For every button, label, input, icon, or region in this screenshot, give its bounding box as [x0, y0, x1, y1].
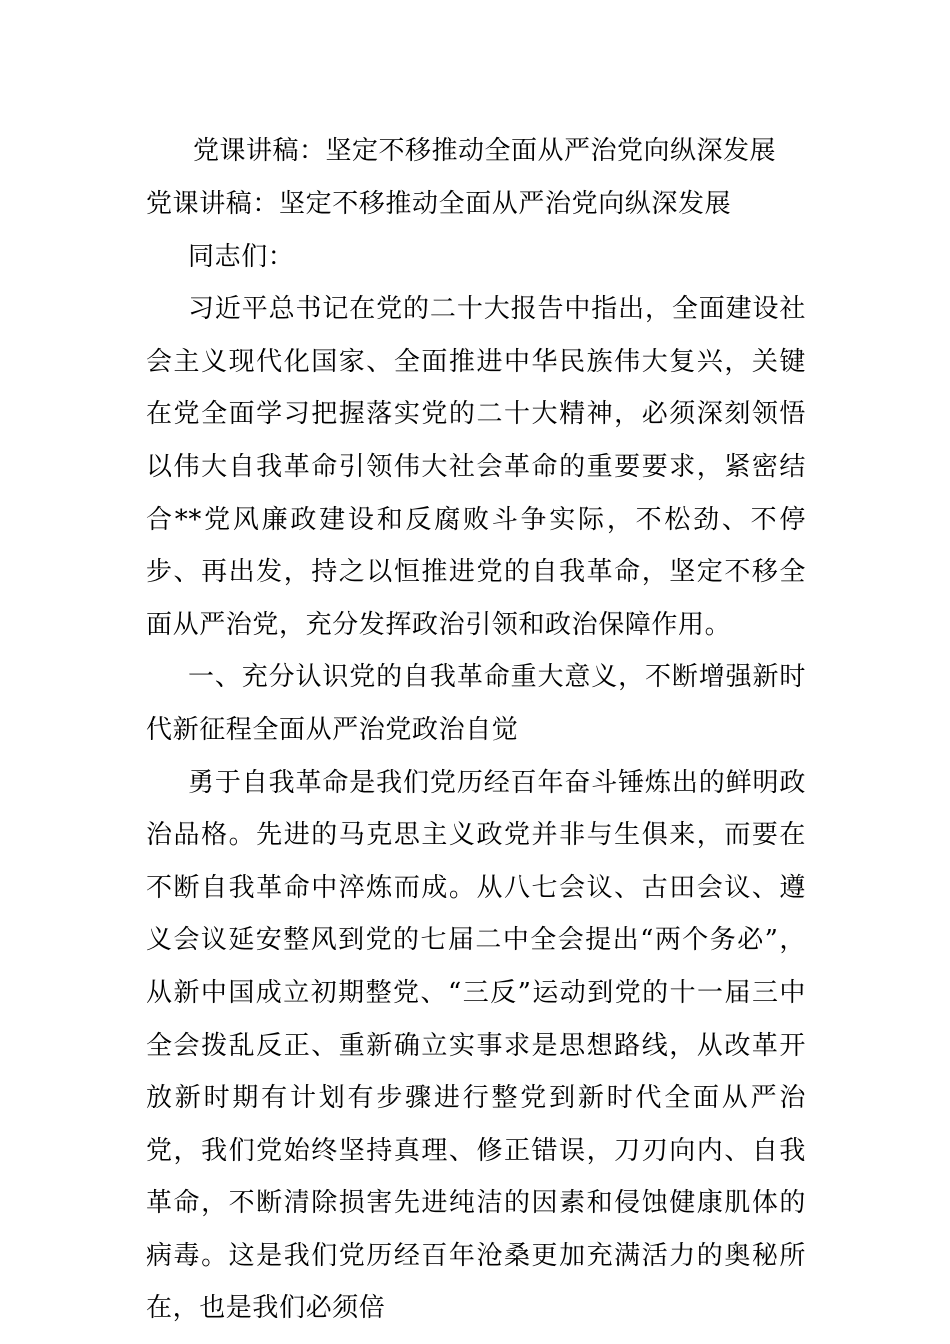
- document-title: 党课讲稿：坚定不移推动全面从严治党向纵深发展: [193, 136, 777, 166]
- section-heading-1: 一、充分认识党的自我革命重大意义，不断增强新时代新征程全面从严治党政治自觉: [146, 662, 806, 745]
- paragraph-intro: 习近平总书记在党的二十大报告中指出，全面建设社会主义现代化国家、全面推进中华民族伟大复兴，关键在党全面学习把握落实党的二十大精神，必须深刻领悟以伟大自我革命引领伟大社会革命的重要要求，紧密结合**党风廉政建设和反腐败斗争实际，不松劲、不停步、再出发，持之以恒推进党的自我革命，坚定不移全面从严治党，充分发挥政治引领和政治保障作用。: [146, 294, 806, 640]
- salutation: 同志们：: [188, 241, 295, 272]
- document-subtitle: 党课讲稿：坚定不移推动全面从严治党向纵深发展: [146, 189, 732, 219]
- paragraph-self-revolution: 勇于自我革命是我们党历经百年奋斗锤炼出的鲜明政治品格。先进的马克思主义政党并非与生俱来，而要在不断自我革命中淬炼而成。从八七会议、古田会议、遵义会议延安整风到党的七届二中全会提出“两个务必”，从新中国成立初期整党、“三反”运动到党的十一届三中全会拨乱反正、重新确立实事求是思想路线，从改革开放新时期有计划有步骤进行整党到新时代全面从严治党，我们党始终坚持真理、修正错误，刀刃向内、自我革命，不断清除损害先进纯洁的因素和侵蚀健康肌体的病毒。这是我们党历经百年沧桑更加充满活力的奥秘所在，也是我们必须倍: [146, 767, 806, 1324]
- document-body: [146, 178, 806, 1335]
